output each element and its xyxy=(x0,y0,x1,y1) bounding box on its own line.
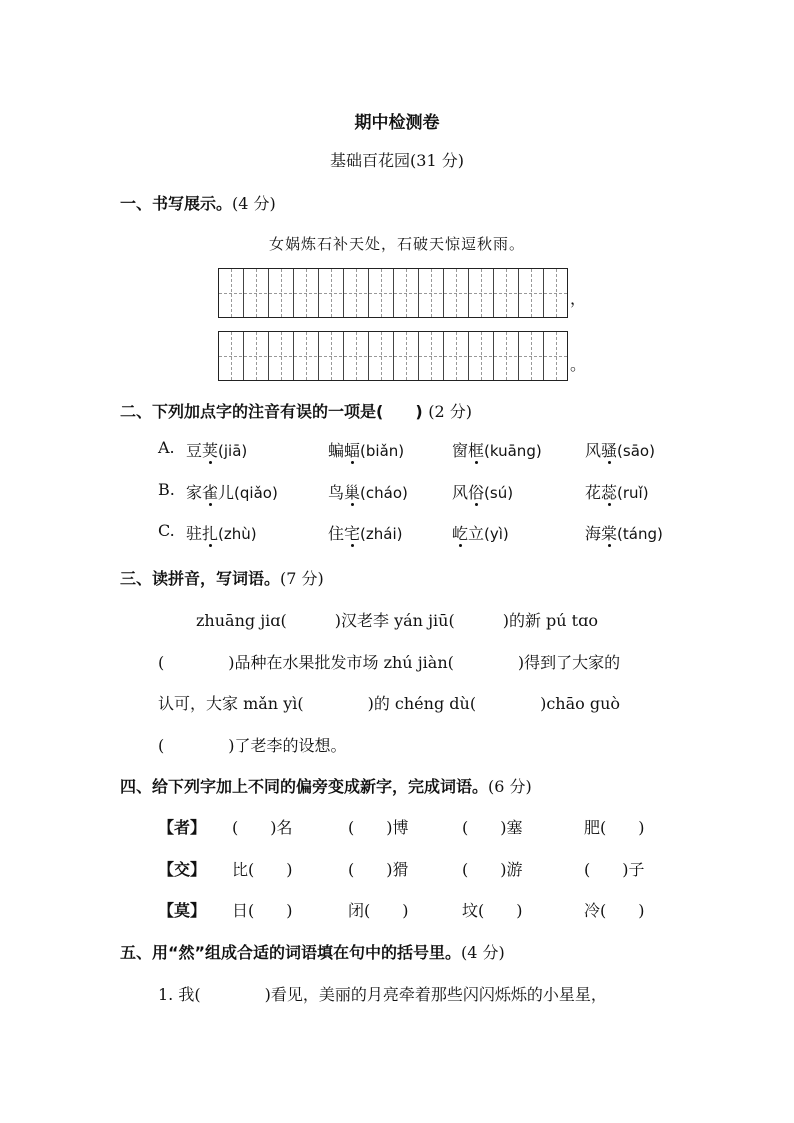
dotted-char: 雀 xyxy=(202,483,219,502)
option-label: B. xyxy=(158,480,175,499)
option-item xyxy=(328,438,404,461)
option-item xyxy=(452,521,509,544)
option-item xyxy=(585,438,655,461)
grid-cell[interactable] xyxy=(219,332,244,380)
grid-cell[interactable] xyxy=(494,269,519,317)
grid-cell[interactable] xyxy=(444,269,469,317)
section-2-heading xyxy=(120,399,472,422)
grid-cell[interactable] xyxy=(519,269,544,317)
fill-blank-word[interactable]: 日( ) xyxy=(232,901,293,920)
option-item xyxy=(328,521,402,544)
radical-key: 【交】 xyxy=(158,860,207,879)
pinyin-text: (sú) xyxy=(484,484,514,502)
fill-blank-word[interactable]: ( )游 xyxy=(462,860,523,879)
section-subtitle: 基础百花园(31 分) xyxy=(330,151,464,170)
section-1-points: (4 分) xyxy=(232,194,276,213)
section-4-title: 四、给下列字加上不同的偏旁变成新字，完成词语。 xyxy=(120,777,489,796)
pinyin-text: (zhù) xyxy=(218,525,257,543)
option-item xyxy=(186,521,257,544)
grid-cell[interactable] xyxy=(519,332,544,380)
grid-cell[interactable] xyxy=(319,332,344,380)
section-3-title: 三、读拼音，写词语。 xyxy=(120,569,281,588)
fill-blank-word[interactable]: ( )塞 xyxy=(462,818,523,837)
char-text: 鸟 xyxy=(328,483,345,502)
fill-blank-word[interactable]: 闭( ) xyxy=(348,901,409,920)
option-item xyxy=(452,438,542,461)
section-1-title: 一、书写展示。 xyxy=(120,194,233,213)
section-2-title: 二、下列加点字的注音有误的一项是( ) xyxy=(120,402,423,421)
dotted-char: 棠 xyxy=(601,524,618,543)
dotted-char: 俗 xyxy=(468,483,485,502)
section-3-points: (7 分) xyxy=(280,569,324,588)
dotted-char: 框 xyxy=(468,441,485,460)
char-text: 风 xyxy=(452,483,469,502)
grid-cell[interactable] xyxy=(444,332,469,380)
option-item xyxy=(328,480,408,503)
pinyin-text: (sāo) xyxy=(617,442,655,460)
grid-cell[interactable] xyxy=(294,332,319,380)
grid-cell[interactable] xyxy=(394,332,419,380)
grid-cell[interactable] xyxy=(244,269,269,317)
grid-cell[interactable] xyxy=(269,332,294,380)
char-text: 驻 xyxy=(186,524,203,543)
dotted-char: 屹 xyxy=(452,524,469,543)
section-5-points: (4 分) xyxy=(461,943,505,962)
dotted-char: 蝠 xyxy=(344,441,361,460)
char-text: 蝙 xyxy=(328,441,345,460)
pinyin-line-3: 认可，大家 mǎn yì( )的 chéng dù( )chāo guò xyxy=(158,694,621,713)
section-3-heading xyxy=(120,566,324,589)
fill-blank-word[interactable]: 比( ) xyxy=(232,860,293,879)
option-item xyxy=(186,438,247,461)
pinyin-text: (cháo) xyxy=(360,484,408,502)
pinyin-text: (táng) xyxy=(617,525,663,543)
dotted-char: 扎 xyxy=(202,524,219,543)
grid-cell[interactable] xyxy=(319,269,344,317)
fill-blank-word[interactable]: ( )名 xyxy=(232,818,293,837)
option-label: A. xyxy=(158,438,175,457)
radical-key: 【者】 xyxy=(158,818,207,837)
dotted-char: 宅 xyxy=(344,524,361,543)
char-text: 豆 xyxy=(186,441,203,460)
char-text: 海 xyxy=(585,524,602,543)
writing-grid-1[interactable] xyxy=(218,268,568,318)
poem-line: 女娲炼石补天处，石破天惊逗秋雨。 xyxy=(268,235,525,253)
section-5-heading xyxy=(120,940,505,963)
dotted-char: 蕊 xyxy=(601,483,618,502)
question-5-1: 1. 我( )看见，美丽的月亮牵着那些闪闪烁烁的小星星， xyxy=(158,985,607,1004)
grid-period: 。 xyxy=(570,355,587,374)
option-item xyxy=(452,480,513,503)
pinyin-text: (jiā) xyxy=(218,442,248,460)
page-title: 期中检测卷 xyxy=(354,113,440,133)
fill-blank-word[interactable]: ( )猾 xyxy=(348,860,409,879)
grid-cell[interactable] xyxy=(244,332,269,380)
grid-comma: ， xyxy=(570,289,587,308)
grid-cell[interactable] xyxy=(419,269,444,317)
dotted-char: 巢 xyxy=(344,483,361,502)
pinyin-text: (yì) xyxy=(484,525,509,543)
pinyin-text: (kuāng) xyxy=(484,442,542,460)
char-text: 儿 xyxy=(218,483,235,502)
fill-blank-word[interactable]: ( )子 xyxy=(584,860,645,879)
fill-blank-word[interactable]: 坟( ) xyxy=(462,901,523,920)
section-4-points: (6 分) xyxy=(488,777,532,796)
grid-cell[interactable] xyxy=(469,332,494,380)
pinyin-text: (qiǎo) xyxy=(234,484,278,502)
char-text: 花 xyxy=(585,483,602,502)
section-5-title: 五、用“然”组成合适的词语填在句中的括号里。 xyxy=(120,943,462,962)
grid-cell[interactable] xyxy=(344,269,369,317)
fill-blank-word[interactable]: ( )博 xyxy=(348,818,409,837)
grid-cell[interactable] xyxy=(269,269,294,317)
pinyin-text: (ruǐ) xyxy=(617,484,649,502)
section-2-points: (2 分) xyxy=(428,402,472,421)
grid-cell[interactable] xyxy=(469,269,494,317)
grid-cell[interactable] xyxy=(494,332,519,380)
grid-cell[interactable] xyxy=(419,332,444,380)
pinyin-text: (zhái) xyxy=(360,525,403,543)
pinyin-text: (biǎn) xyxy=(360,442,405,460)
grid-cell[interactable] xyxy=(544,332,569,380)
option-item xyxy=(186,480,278,503)
fill-blank-word[interactable]: 肥( ) xyxy=(584,818,645,837)
grid-cell[interactable] xyxy=(369,332,394,380)
pinyin-line-4: ( )了老李的设想。 xyxy=(158,736,347,755)
fill-blank-word[interactable]: 冷( ) xyxy=(584,901,645,920)
grid-cell[interactable] xyxy=(544,269,569,317)
grid-cell[interactable] xyxy=(294,269,319,317)
radical-key: 【莫】 xyxy=(158,901,207,920)
section-4-heading xyxy=(120,774,532,797)
option-item xyxy=(585,480,649,503)
dotted-char: 荚 xyxy=(202,441,219,460)
grid-cell[interactable] xyxy=(344,332,369,380)
dotted-char: 骚 xyxy=(601,441,618,460)
option-label: C. xyxy=(158,521,175,540)
section-1-heading xyxy=(120,191,276,214)
pinyin-line-1: zhuāng jiɑ( )汉老李 yán jiū( )的新 pú tɑo xyxy=(196,611,598,630)
grid-cell[interactable] xyxy=(369,269,394,317)
char-text: 住 xyxy=(328,524,345,543)
option-item xyxy=(585,521,663,544)
grid-cell[interactable] xyxy=(394,269,419,317)
pinyin-line-2: ( )品种在水果批发市场 zhú jiàn( )得到了大家的 xyxy=(158,653,621,672)
char-text: 立 xyxy=(468,524,485,543)
grid-cell[interactable] xyxy=(219,269,244,317)
char-text: 窗 xyxy=(452,441,469,460)
writing-grid-2[interactable] xyxy=(218,331,568,381)
char-text: 家 xyxy=(186,483,203,502)
char-text: 风 xyxy=(585,441,602,460)
